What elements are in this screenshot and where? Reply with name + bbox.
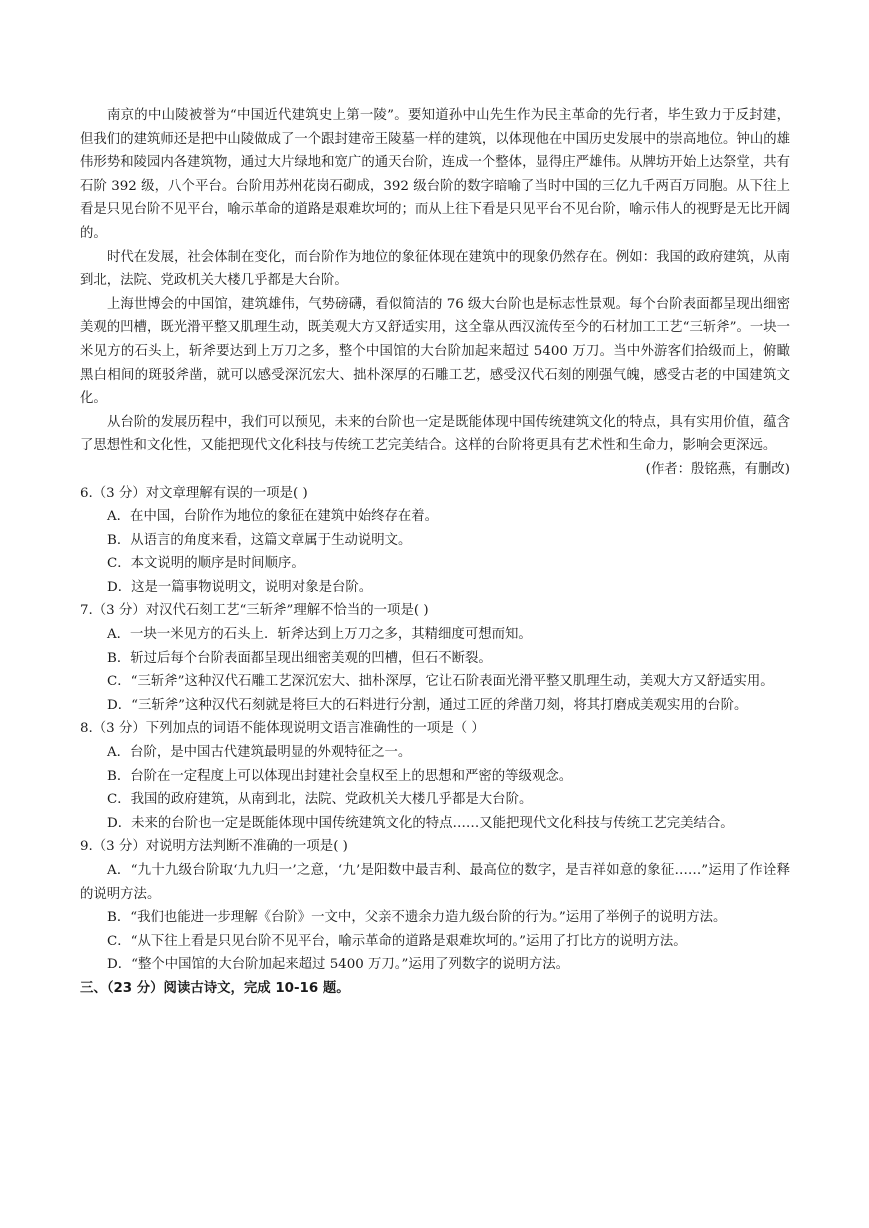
- question-option: B．从语言的角度来看，这篇文章属于生动说明文。: [107, 532, 412, 548]
- passage-paragraph: 时代在发展，社会体制在变化，而台阶作为地位的象征体现在建筑中的现象仍然存在。例如：我国的政府建筑，从南到北，法院、党政机关大楼几乎都是大台阶。: [80, 249, 790, 289]
- question-option: A．一块一米见方的石头上．斩斧达到上万刀之多，其精细度可想而知。: [107, 627, 532, 643]
- question-stem: 7.（3 分）对汉代石刻工艺“三斩斧”理解不恰当的一项是( ): [80, 603, 429, 619]
- question-7: [80, 599, 790, 717]
- section-heading: 三、（23 分）阅读古诗文，完成 10-16 题。: [80, 980, 350, 996]
- question-option: A．在中国，台阶作为地位的象征在建筑中始终存在着。: [107, 509, 439, 525]
- question-option: C．“三斩斧”这种汉代石雕工艺深沉宏大、拙朴深厚，它让石阶表面光滑平整又肌理生动，美观大方又舒适实用。: [107, 674, 774, 690]
- question-stem: 6.（3 分）对文章理解有误的一项是( ): [80, 485, 308, 501]
- passage-paragraph: 南京的中山陵被誉为“中国近代建筑史上第一陵”。要知道孙中山先生作为民主革命的先行者，毕生致力于反封建，但我们的建筑师还是把中山陵做成了一个跟封建帝王陵墓一样的建筑，以体现他在中国历史发展中的崇高地位。钟山的雄伟形势和陵园内各建筑物，通过大片绿地和宽广的通天台阶，连成一个整体，显得庄严雄伟。从牌坊开始上达祭堂，共有石阶 392 级，八个平台。台阶用苏州花岗石砌成，392 级台阶的数字暗喻了当时中国的三亿九千两百万同胞。从下往上看是只见台阶不见平台，喻示革命的道路是艰难坎坷的；而从上往下看是只见平台不见台阶，喻示伟人的视野是无比开阔的。: [80, 108, 790, 241]
- question-stem: 9.（3 分）对说明方法判断不准确的一项是( ): [80, 839, 348, 855]
- passage-paragraph: 上海世博会的中国馆，建筑雄伟，气势磅礴，看似简洁的 76 级大台阶也是标志性景观。每个台阶表面都呈现出细密美观的凹槽，既光滑平整又肌理生动，既美观大方又舒适实用，这全靠从西汉流传至今的石材加工工艺“三斩斧”。一块一米见方的石头上，斩斧要达到上万刀之多，整个中国馆的大台阶加起来超过 5400 万刀。当中外游客们拾级而上，俯瞰黑白相间的斑驳斧凿，就可以感受深沉宏大、拙朴深厚的石雕工艺，感受汉代石刻的刚强气魄，感受古老的中国建筑文化。: [80, 296, 790, 407]
- question-8: [80, 717, 790, 835]
- author-credit: (作者：殷铭燕，有删改): [645, 461, 790, 477]
- question-option: B．“我们也能进一步理解《台阶》一文中，父亲不遗余力造九级台阶的行为。”运用了举例子的说明方法。: [107, 910, 727, 926]
- question-option: D．“整个中国馆的大台阶加起来超过 5400 万刀。”运用了列数字的说明方法。: [107, 957, 570, 973]
- passage-paragraph: 从台阶的发展历程中，我们可以预见，未来的台阶也一定是既能体现中国传统建筑文化的特点，具有实用价值，蕴含了思想性和文化性，又能把现代文化科技与传统工艺完美结合。这样的台阶将更具有艺术性和生命力，影响会更深远。: [80, 414, 790, 454]
- question-option: C．我国的政府建筑，从南到北，法院、党政机关大楼几乎都是大台阶。: [107, 792, 533, 808]
- question-option: D．这是一篇事物说明文，说明对象是台阶。: [107, 579, 373, 595]
- question-option: B．台阶在一定程度上可以体现出封建社会皇权至上的思想和严密的等级观念。: [107, 768, 573, 784]
- question-9: [80, 835, 790, 977]
- question-option: D．未来的台阶也一定是既能体现中国传统建筑文化的特点……又能把现代文化科技与传统工艺完美结合。: [107, 815, 734, 831]
- question-option: A．台阶，是中国古代建筑最明显的外观特征之一。: [107, 745, 412, 761]
- question-stem: 8.（3 分）下列加点的词语不能体现说明文语言准确性的一项是（ ）: [80, 721, 485, 737]
- question-option: A．“九十九级台阶取‘九九归一’之意，‘九’是阳数中最吉利、最高位的数字，是吉祥如意的象征……”运用了作诠释的说明方法。: [80, 863, 790, 902]
- document-body: [80, 104, 790, 1001]
- question-option: B．斩过后每个台阶表面都呈现出细密美观的凹槽，但石不断裂。: [107, 650, 492, 666]
- question-option: C．“从下往上看是只见台阶不见平台，喻示革命的道路是艰难坎坷的。”运用了打比方的说明方法。: [107, 933, 687, 949]
- question-6: [80, 482, 790, 600]
- question-option: D．“三斩斧”这种汉代石刻就是将巨大的石料进行分割，通过工匠的斧凿刀刻，将其打磨成美观实用的台阶。: [107, 697, 748, 713]
- question-option: C．本文说明的顺序是时间顺序。: [107, 556, 305, 572]
